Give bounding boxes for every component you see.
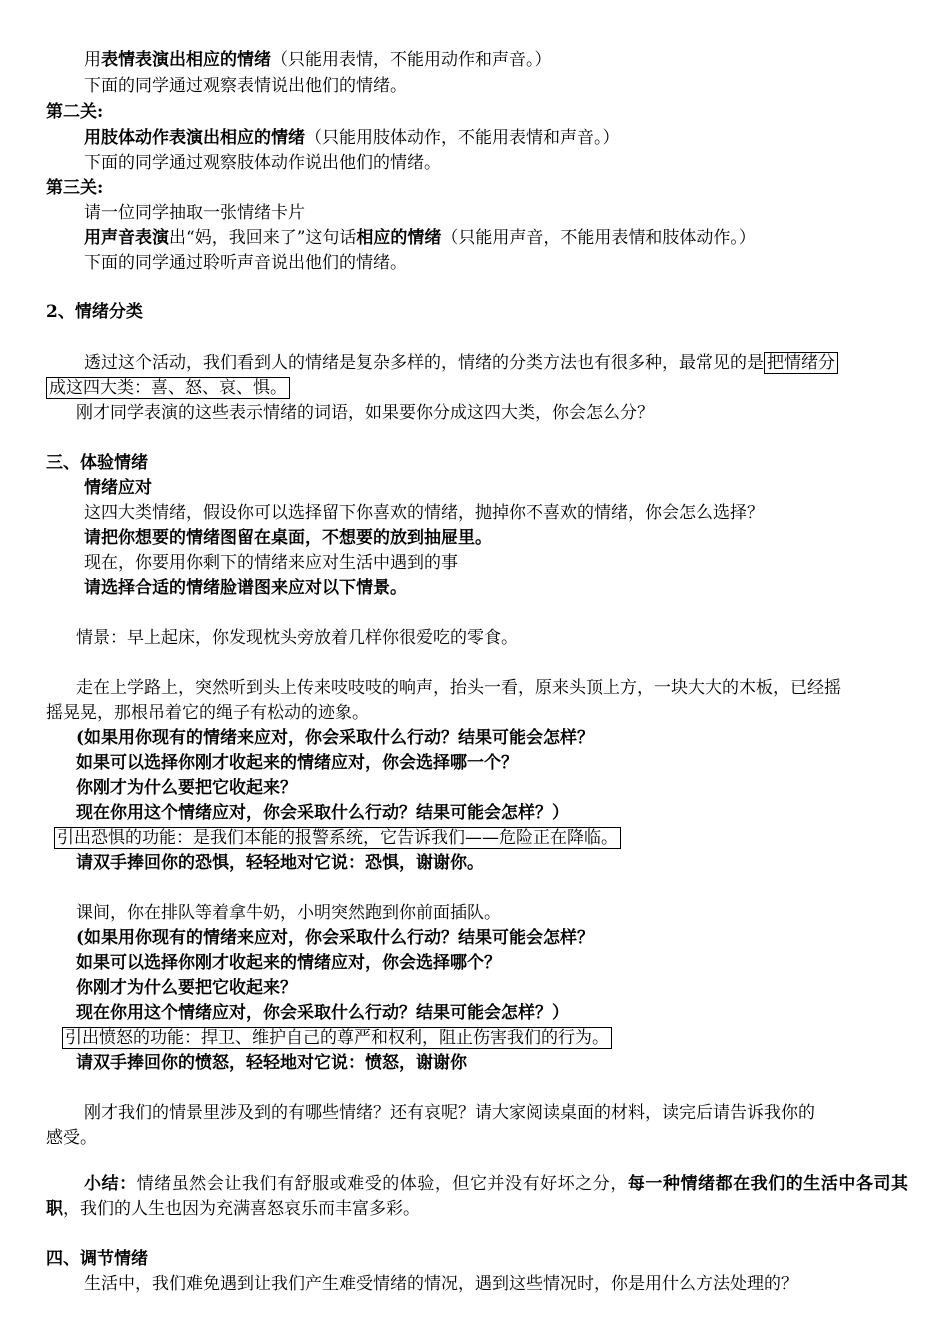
anger-question-2: 如果可以选择你刚才收起来的情绪应对，你会选择哪个？ <box>76 953 501 973</box>
section3-line-desk: 请把你想要的情绪图留在桌面，不想要的放到抽屉里。 <box>84 528 492 548</box>
anger-question-3: 你刚才为什么要把它收起来？ <box>76 978 297 998</box>
summary-paragraph <box>46 1172 908 1222</box>
scene-milk-queue: 课间，你在排队等着拿牛奶，小明突然跑到你前面插队。 <box>76 903 501 923</box>
section4-para: 生活中，我们难免遇到让我们产生难受情绪的情况，遇到这些情况时，你是用什么方法处理的？ <box>84 1274 798 1294</box>
scene-school-road-line2: 摇晃晃，那根吊着它的绳子有松动的迹象。 <box>46 703 369 723</box>
text-voice-emotion: 相应的情绪 <box>356 228 442 248</box>
section3-subheading: 情绪应对 <box>84 478 152 498</box>
section2-para1-line1 <box>84 351 838 375</box>
fear-function-line <box>54 826 621 850</box>
boxed-text-anger-function: 引出愤怒的功能：捍卫、维护自己的尊严和权利，阻止伤害我们的行为。 <box>62 1027 612 1049</box>
anger-thanks: 请双手捧回你的愤怒，轻轻地对它说：愤怒，谢谢你 <box>76 1053 467 1073</box>
section2-para1-line2 <box>46 376 290 400</box>
text-voice-perform: 用声音表演 <box>84 228 169 248</box>
fear-thanks: 请双手捧回你的恐惧，轻轻地对它说：恐惧，谢谢你。 <box>76 853 484 873</box>
stage2-line-observe: 下面的同学通过观察肢体动作说出他们的情绪。 <box>84 153 441 173</box>
stage3-line-voice <box>84 226 756 250</box>
text-body-perform: 用肢体动作表演出相应的情绪 <box>84 128 305 148</box>
fear-question-1: (如果用你现有的情绪来应对，你会采取什么行动？结果可能会怎样？ <box>76 728 595 748</box>
stage1-line-observe: 下面的同学通过观察表情说出他们的情绪。 <box>84 76 407 96</box>
stage3-line-listen: 下面的同学通过聆听声音说出他们的情绪。 <box>84 253 407 273</box>
section4-heading: 四、调节情绪 <box>46 1249 148 1269</box>
text-expression-note: （只能用表情，不能用动作和声音。） <box>271 50 552 70</box>
summary-text-d: ，我们的人生也因为充满喜怒哀乐而丰富多彩。 <box>63 1199 420 1219</box>
section3-heading: 三、体验情绪 <box>46 453 148 473</box>
anger-question-1: (如果用你现有的情绪来应对，你会采取什么行动？结果可能会怎样？ <box>76 928 595 948</box>
summary-text-c: 各司其职 <box>46 1174 909 1219</box>
text-body-note: （只能用肢体动作，不能用表情和声音。） <box>305 128 620 148</box>
summary-text-b: 每一种情绪都在我们的生活中 <box>627 1174 856 1194</box>
fear-question-2: 如果可以选择你刚才收起来的情绪应对，你会选择哪一个？ <box>76 753 518 773</box>
section2-heading: 2、情绪分类 <box>46 302 143 322</box>
scene-morning: 情景：早上起床，你发现枕头旁放着几样你很爱吃的零食。 <box>76 628 518 648</box>
boxed-text-four-categories-end: 成这四大类：喜、怒、哀、惧。 <box>46 377 290 399</box>
anger-question-4: 现在你用这个情绪应对，你会采取什么行动？结果可能会怎样？） <box>76 1003 569 1023</box>
fear-question-3: 你刚才为什么要把它收起来？ <box>76 778 297 798</box>
sadness-para-line2: 感受。 <box>46 1128 97 1148</box>
stage2-heading: 第二关: <box>46 102 104 122</box>
section2-para2: 刚才同学表演的这些表示情绪的词语，如果要你分成这四大类，你会怎么分？ <box>76 403 654 423</box>
text-voice-note: （只能用声音，不能用表情和肢体动作。） <box>441 228 756 248</box>
boxed-text-fear-function: 引出恐惧的功能：是我们本能的报警系统，它告诉我们——危险正在降临。 <box>54 827 621 849</box>
boxed-text-four-categories-start: 把情绪分 <box>764 352 838 374</box>
stage3-line-card: 请一位同学抽取一张情绪卡片 <box>84 203 305 223</box>
text-expression-perform: 表情表演出相应的情绪 <box>101 50 271 70</box>
stage3-heading: 第三关: <box>46 178 104 198</box>
fear-question-4: 现在你用这个情绪应对，你会采取什么行动？结果可能会怎样？） <box>76 803 569 823</box>
section3-line-select: 请选择合适的情绪脸谱图来应对以下情景。 <box>84 578 407 598</box>
stage2-line-body <box>84 126 620 150</box>
section3-line-remaining: 现在，你要用你剩下的情绪来应对生活中遇到的事 <box>84 553 458 573</box>
scene-school-road-line1: 走在上学路上，突然听到头上传来吱吱吱的响声，抬头一看，原来头顶上方，一块大大的木板，已经摇 <box>76 678 841 698</box>
summary-text-a: 情绪虽然会让我们有舒服或难受的体验，但它并没有好坏之分， <box>136 1174 628 1194</box>
text-voice-phrase: 出“妈，我回来了”这句话 <box>169 228 357 248</box>
section3-line-choose: 这四大类情绪，假设你可以选择留下你喜欢的情绪，抛掉你不喜欢的情绪，你会怎么选择？ <box>84 503 764 523</box>
anger-function-line <box>62 1026 612 1050</box>
stage1-line-expression <box>84 48 552 72</box>
text-classification: 透过这个活动，我们看到人的情绪是复杂多样的，情绪的分类方法也有很多种，最常见的是 <box>84 353 764 373</box>
text-use: 用 <box>84 50 101 70</box>
summary-label: 小结： <box>84 1174 137 1194</box>
sadness-para-line1: 刚才我们的情景里涉及到的有哪些情绪？还有哀呢？请大家阅读桌面的材料，读完后请告诉我你的 <box>84 1103 815 1123</box>
